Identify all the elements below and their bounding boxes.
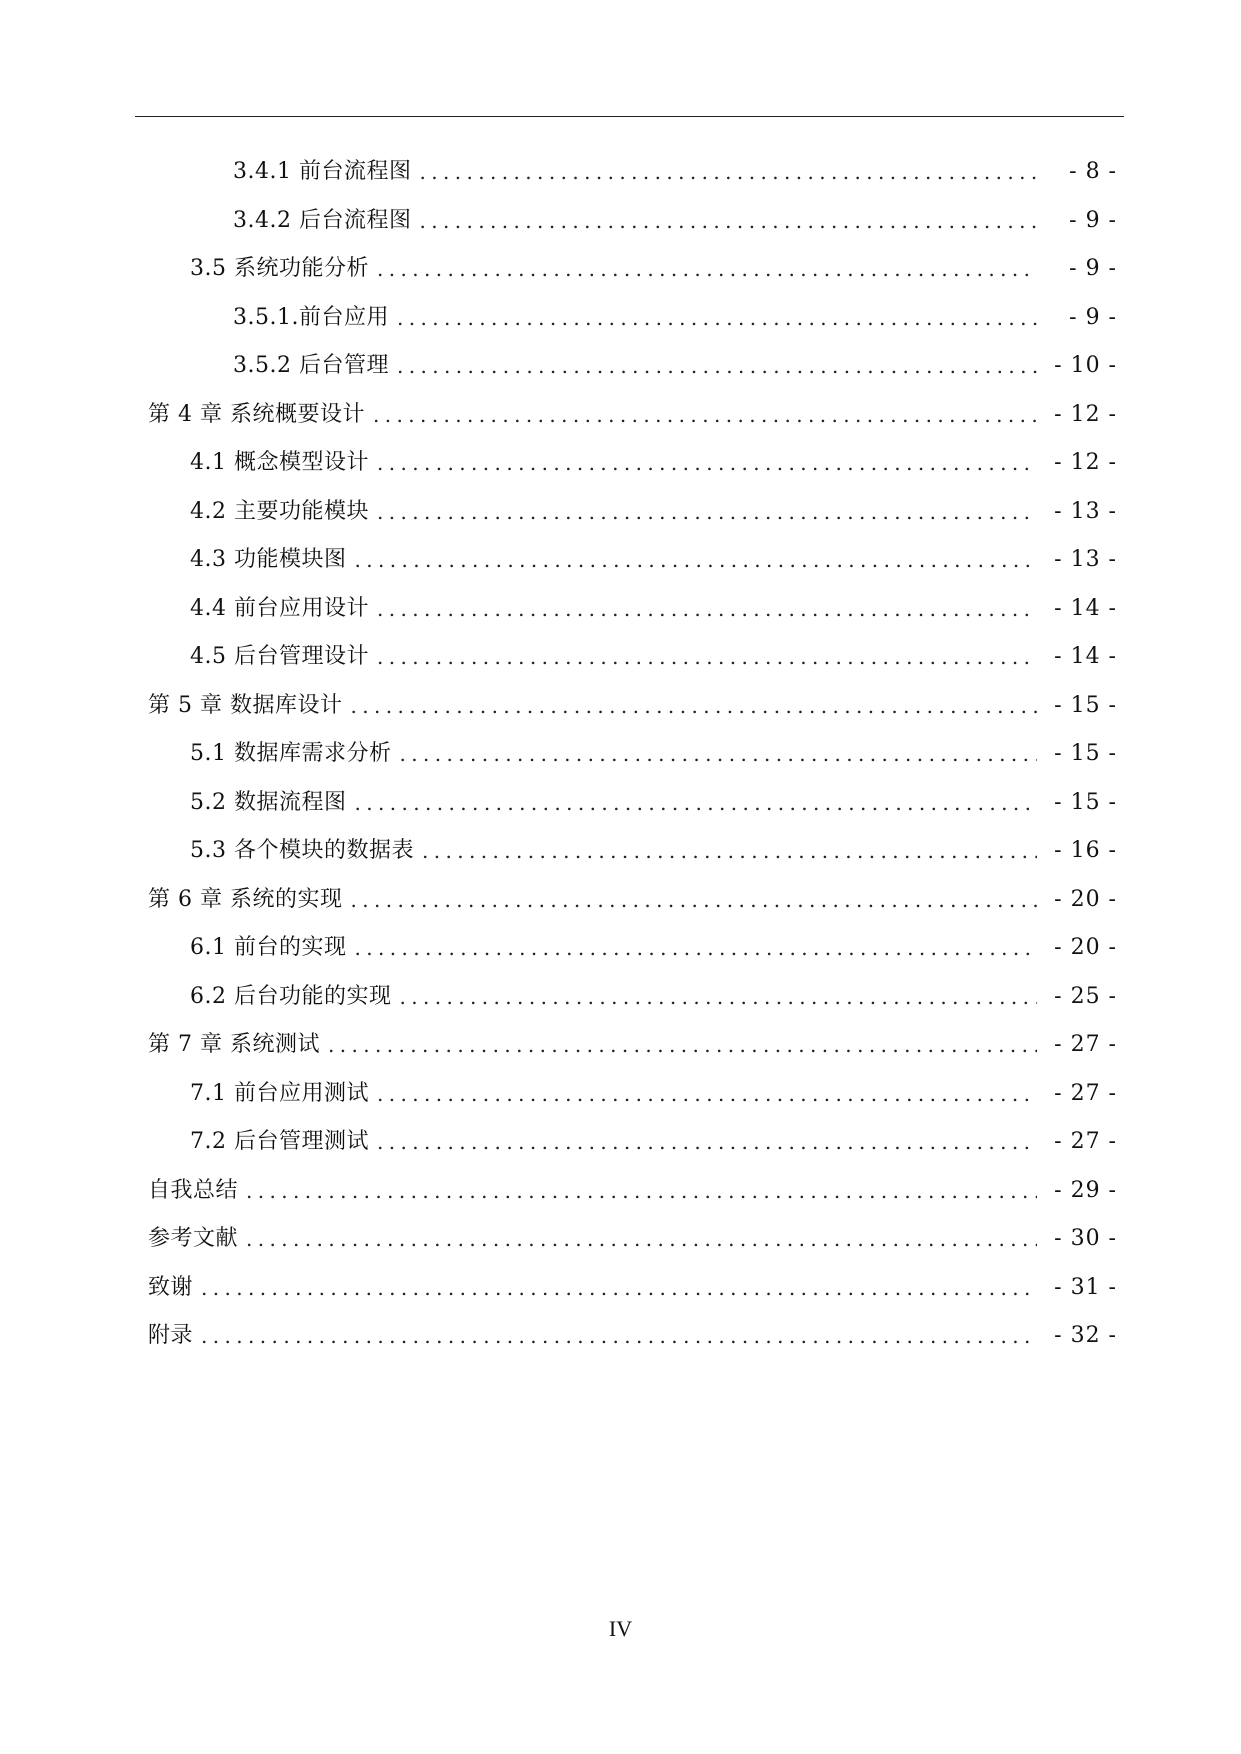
toc-entry[interactable] <box>0 585 1117 634</box>
toc-entry[interactable] <box>0 779 1117 828</box>
toc-dot-leader <box>399 744 1037 764</box>
toc-dot-leader <box>377 259 1037 279</box>
toc-dot-leader <box>246 1181 1037 1201</box>
toc-entry-label: 第 6 章 系统的实现 <box>148 886 343 912</box>
toc-entry-label: 3.5.2 后台管理 <box>233 353 389 379</box>
toc-entry-label: 6.2 后台功能的实现 <box>190 983 392 1009</box>
toc-entry[interactable] <box>0 1312 1117 1361</box>
toc-entry-page: - 29 - <box>1054 1177 1117 1203</box>
toc-entry-label: 参考文献 <box>148 1226 239 1252</box>
toc-dot-leader <box>350 890 1037 910</box>
toc-entry[interactable] <box>0 633 1117 682</box>
toc-entry[interactable] <box>0 682 1117 731</box>
toc-entry-page: - 27 - <box>1054 1032 1117 1058</box>
toc-dot-leader <box>246 1229 1037 1249</box>
toc-dot-leader <box>377 453 1037 473</box>
toc-dot-leader <box>397 308 1037 328</box>
toc-dot-leader <box>328 1035 1037 1055</box>
toc-entry-label: 附录 <box>148 1323 194 1349</box>
toc-entry-label: 第 7 章 系统测试 <box>148 1032 320 1058</box>
toc-dot-leader <box>350 696 1037 716</box>
toc-entry[interactable] <box>0 827 1117 876</box>
toc-entry[interactable] <box>0 488 1117 537</box>
toc-entry-page: - 27 - <box>1054 1129 1117 1155</box>
toc-entry-page: - 16 - <box>1054 838 1117 864</box>
toc-entry-label: 3.4.1 前台流程图 <box>233 159 412 185</box>
toc-entry-label: 3.5.1.前台应用 <box>233 304 389 330</box>
table-of-contents <box>0 148 1241 1361</box>
toc-entry-label: 5.1 数据库需求分析 <box>190 741 392 767</box>
toc-entry-label: 7.1 前台应用测试 <box>190 1080 369 1106</box>
toc-entry-label: 3.5 系统功能分析 <box>190 256 369 282</box>
header-rule <box>135 116 1124 117</box>
toc-entry[interactable] <box>0 1167 1117 1216</box>
toc-entry-label: 自我总结 <box>148 1177 239 1203</box>
toc-entry-page: - 25 - <box>1054 983 1117 1009</box>
toc-entry-label: 4.2 主要功能模块 <box>190 498 369 524</box>
toc-dot-leader <box>354 550 1037 570</box>
toc-dot-leader <box>422 841 1037 861</box>
toc-entry-label: 4.5 后台管理设计 <box>190 644 369 670</box>
toc-entry-label: 3.4.2 后台流程图 <box>233 207 412 233</box>
toc-dot-leader <box>201 1326 1037 1346</box>
toc-entry-page: - 15 - <box>1054 692 1117 718</box>
toc-dot-leader <box>354 793 1037 813</box>
toc-entry-page: - 20 - <box>1054 886 1117 912</box>
toc-entry-page: - 14 - <box>1054 644 1117 670</box>
toc-entry-label: 第 5 章 数据库设计 <box>148 692 343 718</box>
toc-entry[interactable] <box>0 245 1117 294</box>
toc-entry[interactable] <box>0 391 1117 440</box>
toc-entry-page: - 12 - <box>1054 450 1117 476</box>
toc-dot-leader <box>377 1132 1037 1152</box>
toc-dot-leader <box>354 938 1037 958</box>
page-number: IV <box>608 1616 633 1641</box>
toc-entry[interactable] <box>0 1264 1117 1313</box>
toc-entry[interactable] <box>0 924 1117 973</box>
toc-dot-leader <box>201 1278 1037 1298</box>
toc-entry-page: - 15 - <box>1054 789 1117 815</box>
toc-entry[interactable] <box>0 973 1117 1022</box>
toc-entry-page: - 8 - <box>1069 159 1117 185</box>
toc-entry-page: - 12 - <box>1054 401 1117 427</box>
toc-dot-leader <box>419 162 1037 182</box>
toc-entry-page: - 32 - <box>1054 1323 1117 1349</box>
toc-entry-label: 7.2 后台管理测试 <box>190 1129 369 1155</box>
toc-entry[interactable] <box>0 730 1117 779</box>
toc-entry-page: - 13 - <box>1054 547 1117 573</box>
toc-entry-page: - 27 - <box>1054 1080 1117 1106</box>
toc-entry-label: 5.2 数据流程图 <box>190 789 347 815</box>
toc-entry[interactable] <box>0 1070 1117 1119</box>
toc-entry[interactable] <box>0 342 1117 391</box>
toc-entry[interactable] <box>0 876 1117 925</box>
toc-dot-leader <box>373 405 1037 425</box>
toc-entry-page: - 15 - <box>1054 741 1117 767</box>
toc-entry-page: - 14 - <box>1054 595 1117 621</box>
toc-entry-page: - 9 - <box>1069 304 1117 330</box>
toc-entry-page: - 20 - <box>1054 935 1117 961</box>
toc-entry[interactable] <box>0 148 1117 197</box>
toc-entry[interactable] <box>0 536 1117 585</box>
toc-dot-leader <box>397 356 1037 376</box>
toc-dot-leader <box>377 647 1037 667</box>
toc-entry[interactable] <box>0 1215 1117 1264</box>
toc-entry-label: 4.3 功能模块图 <box>190 547 347 573</box>
toc-entry-label: 6.1 前台的实现 <box>190 935 347 961</box>
toc-entry-label: 5.3 各个模块的数据表 <box>190 838 414 864</box>
toc-entry-label: 4.4 前台应用设计 <box>190 595 369 621</box>
toc-entry-page: - 9 - <box>1069 207 1117 233</box>
toc-entry[interactable] <box>0 1118 1117 1167</box>
toc-entry-label: 第 4 章 系统概要设计 <box>148 401 365 427</box>
toc-dot-leader <box>377 1084 1037 1104</box>
toc-entry[interactable] <box>0 439 1117 488</box>
toc-entry-label: 4.1 概念模型设计 <box>190 450 369 476</box>
toc-dot-leader <box>377 502 1037 522</box>
toc-entry-page: - 9 - <box>1069 256 1117 282</box>
toc-entry-page: - 31 - <box>1054 1274 1117 1300</box>
toc-dot-leader <box>377 599 1037 619</box>
toc-entry-page: - 30 - <box>1054 1226 1117 1252</box>
toc-entry[interactable] <box>0 1021 1117 1070</box>
toc-entry[interactable] <box>0 294 1117 343</box>
toc-entry-label: 致谢 <box>148 1274 194 1300</box>
toc-entry[interactable] <box>0 197 1117 246</box>
toc-dot-leader <box>419 211 1037 231</box>
toc-entry-page: - 13 - <box>1054 498 1117 524</box>
toc-dot-leader <box>399 987 1037 1007</box>
toc-entry-page: - 10 - <box>1054 353 1117 379</box>
